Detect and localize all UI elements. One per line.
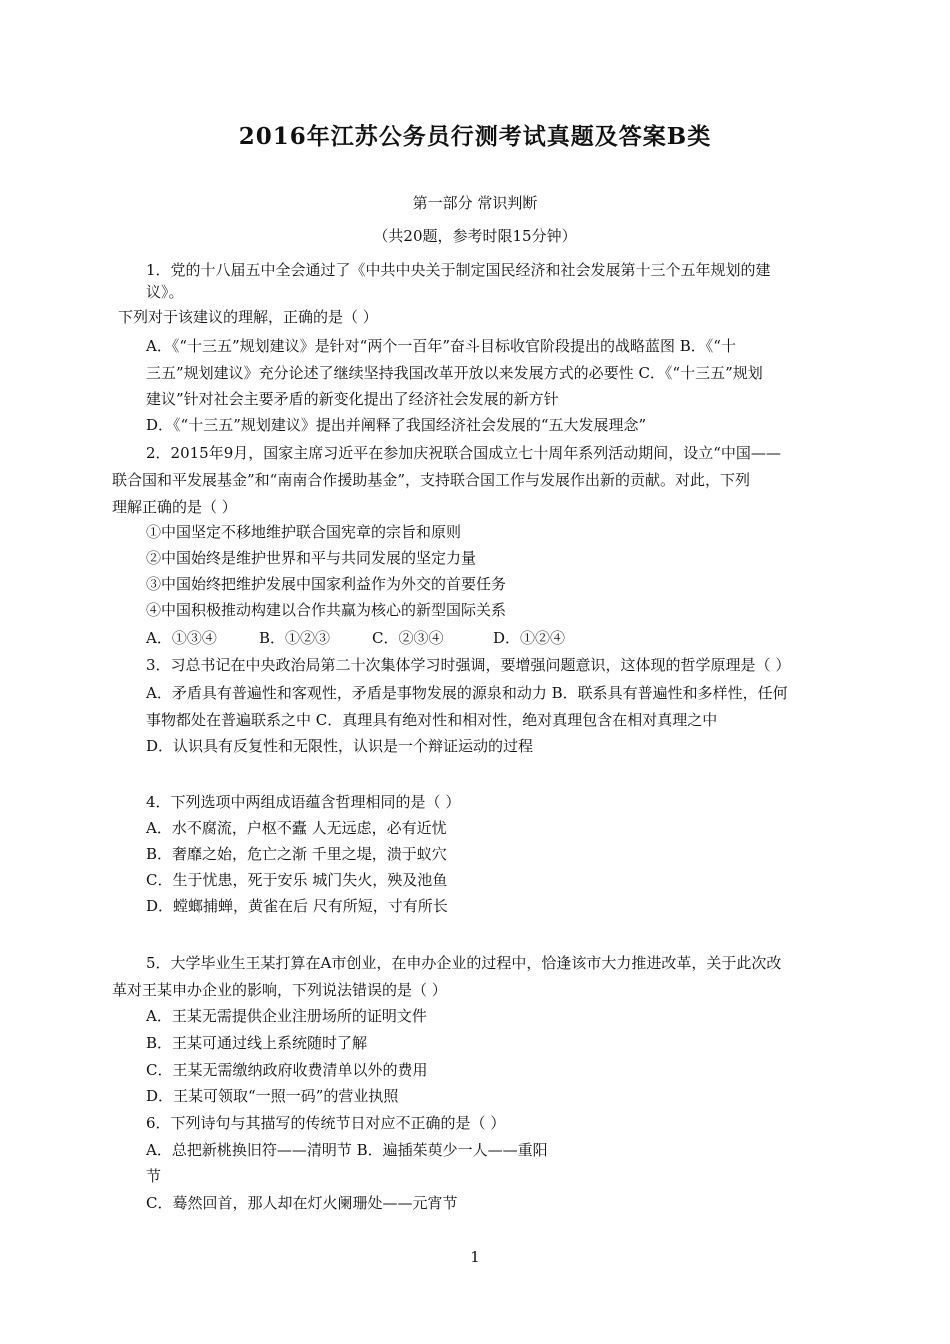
q2-item-1: ①中国坚定不移地维护联合国宪章的宗旨和原则 — [146, 523, 462, 541]
q6-option-c: C．蓦然回首，那人却在灯火阑珊处——元宵节 — [146, 1194, 458, 1212]
q1-option-line1: A．《“十三五”规划建议》是针对“两个一百年”奋斗目标收官阶段提出的战略蓝图 B．《“十 — [146, 337, 736, 355]
q1-option-d: D．《“十三五”规划建议》提出并阐释了我国经济社会发展的“五大发展理念” — [146, 416, 647, 434]
q3-option-line2: 事物都处在普遍联系之中 C．真理具有绝对性和相对性，绝对真理包含在相对真理之中 — [146, 711, 718, 729]
q4-stem: 4．下列选项中两组成语蕴含哲理相同的是（ ） — [146, 793, 461, 811]
q2-options — [146, 628, 565, 648]
q2-item-2: ②中国始终是维护世界和平与共同发展的坚定力量 — [146, 549, 477, 567]
q2-option-a: A．①③④ — [146, 629, 217, 647]
q4-option-a: A．水不腐流，户枢不蠹 人无远虑，必有近忧 — [146, 819, 447, 837]
q6-option-line1: A．总把新桃换旧符——清明节 B．遍插茱萸少一人——重阳 — [146, 1141, 548, 1159]
q5-option-d: D．王某可领取“一照一码”的营业执照 — [146, 1087, 399, 1105]
q6-stem: 6．下列诗句与其描写的传统节日对应不正确的是（ ） — [146, 1114, 506, 1132]
q2-stem-line2: 联合国和平发展基金”和“南南合作援助基金”，支持联合国工作与发展作出新的贡献。对此，下列 — [112, 471, 751, 489]
q1-option-line2: 三五”规划建议》充分论述了继续坚持我国改革开放以来发展方式的必要性 C．《“十三五”规划 — [146, 364, 763, 382]
q1-stem-line3: 下列对于该建议的理解，正确的是（ ） — [118, 308, 378, 326]
q2-option-d: D．①②④ — [493, 629, 566, 647]
q1-stem-line2: 议》。 — [146, 283, 184, 301]
section-subtitle: （共20题，参考时限15分钟） — [373, 227, 577, 245]
q1-option-line3: 建议”针对社会主要矛盾的新变化提出了经济社会发展的新方针 — [146, 390, 559, 408]
q2-option-c: C．②③④ — [372, 629, 444, 647]
page-number: 1 — [470, 1248, 480, 1266]
q2-option-b: B．①②③ — [259, 629, 331, 647]
q4-option-b: B．奢靡之始，危亡之渐 千里之堤，溃于蚁穴 — [146, 845, 447, 863]
q3-stem: 3．习总书记在中央政治局第二十次集体学习时强调，要增强问题意识，这体现的哲学原理是（ ） — [146, 656, 791, 674]
q4-option-c: C．生于忧患，死于安乐 城门失火，殃及池鱼 — [146, 871, 448, 889]
q5-option-c: C．王某无需缴纳政府收费清单以外的费用 — [146, 1061, 428, 1079]
q2-item-3: ③中国始终把维护发展中国家利益作为外交的首要任务 — [146, 575, 507, 593]
q5-option-b: B．王某可通过线上系统随时了解 — [146, 1034, 368, 1052]
page-title: 2016年江苏公务员行测考试真题及答案B类 — [238, 123, 712, 150]
section-title: 第一部分 常识判断 — [412, 194, 538, 212]
q4-option-d: D．螳螂捕蝉，黄雀在后 尺有所短，寸有所长 — [146, 897, 448, 915]
q3-option-line1: A．矛盾具有普遍性和客观性，矛盾是事物发展的源泉和动力 B．联系具有普遍性和多样性，任何 — [146, 684, 788, 702]
q2-stem-line1: 2．2015年9月，国家主席习近平在参加庆祝联合国成立七十周年系列活动期间，设立“中国—— — [146, 444, 781, 462]
q3-option-d: D．认识具有反复性和无限性，认识是一个辩证运动的过程 — [146, 737, 534, 755]
q1-stem-line1: 1．党的十八届五中全会通过了《中共中央关于制定国民经济和社会发展第十三个五年规划的建 — [146, 261, 771, 279]
q5-stem-line1: 5．大学毕业生王某打算在A市创业，在申办企业的过程中，恰逢该市大力推进改革，关于此次改 — [146, 954, 782, 972]
q2-item-4: ④中国积极推动构建以合作共赢为核心的新型国际关系 — [146, 601, 507, 619]
q5-stem-line2: 革对王某申办企业的影响，下列说法错误的是（ ） — [112, 981, 447, 999]
q6-option-line2: 节 — [146, 1167, 162, 1185]
q2-stem-line3: 理解正确的是（ ） — [112, 498, 237, 516]
q5-option-a: A．王某无需提供企业注册场所的证明文件 — [146, 1007, 427, 1025]
